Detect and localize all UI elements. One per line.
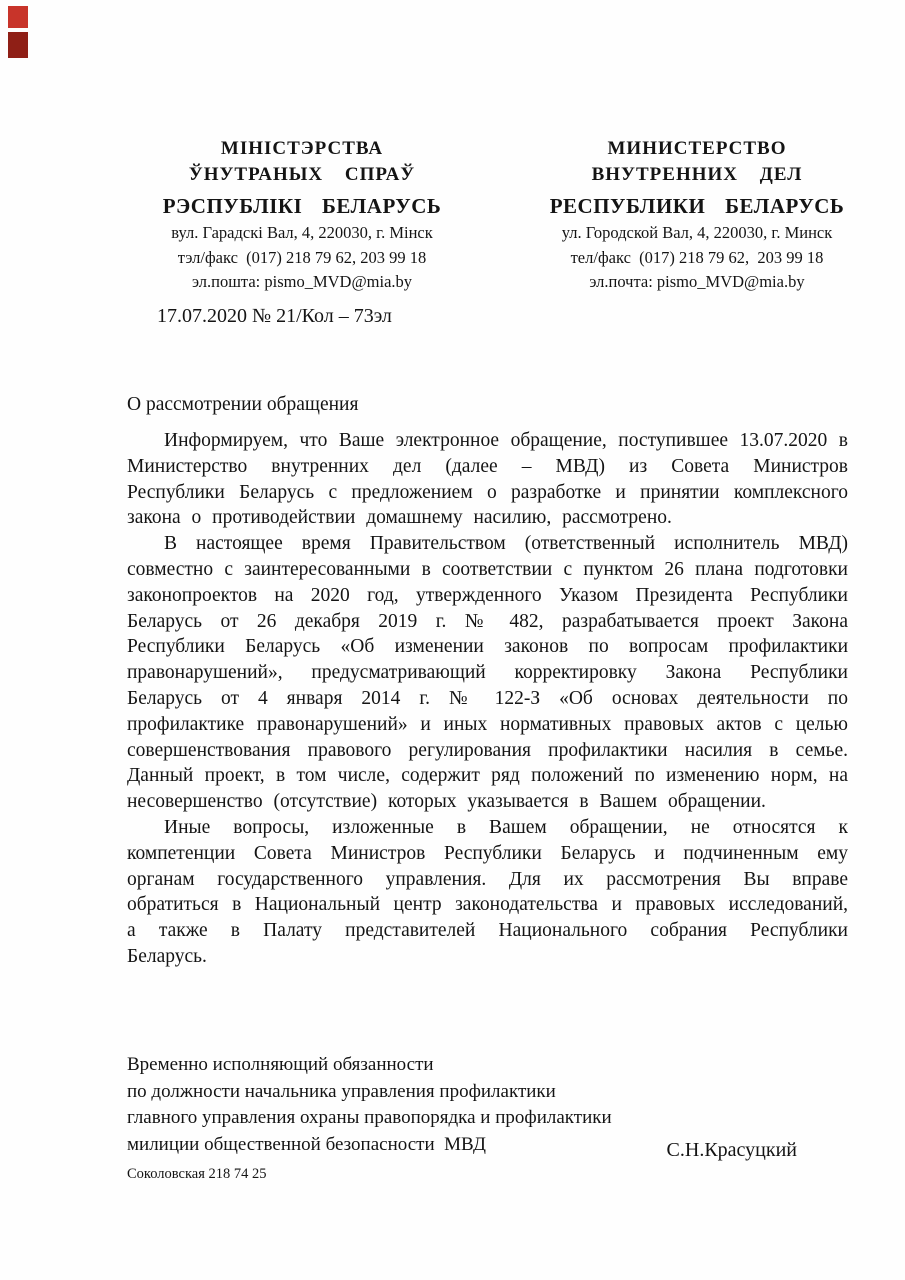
scan-artifact-bottom [8, 32, 28, 58]
org-email-ru: эл.почта: pismo_MVD@mia.by [589, 272, 805, 291]
body-paragraph-1: Информируем, что Ваше электронное обращение, поступившее 13.07.2020 в Министерство внутренних дел (далее – МВД) из Совета Министров Республики Беларусь с предложением о разработке и принятии комплексного закона о противодействии домашнему насилию, рассмотрено. [127, 430, 848, 529]
signatory-position-line1: Временно исполняющий обязанности [127, 1054, 434, 1075]
letterhead-belarusian [127, 136, 477, 295]
executor-line: Соколовская 218 74 25 [127, 1166, 267, 1182]
letter-body [127, 428, 848, 970]
org-email-by: эл.пошта: pismo_MVD@mia.by [191, 272, 413, 291]
letterhead [127, 136, 872, 295]
signatory-position-line3: главного управления охраны правопорядка и профилактики [127, 1107, 612, 1128]
body-paragraph-2: В настоящее время Правительством (ответственный исполнитель МВД) совместно с заинтересованными в соответствии с пунктом 26 плана подготовки законопроектов на 2020 год, утвержденного Указом Президента Республики Беларусь от 26 декабря 2019 г. № 482, разрабатывается проект Закона Республики Беларусь «Об изменении законов по вопросам профилактики правонарушений», предусматривающий корректировку Закона Республики Беларусь от 4 января 2014 г. № 122-З «Об основах деятельности по профилактике правонарушений» и иных нормативных правовых актов с целью совершенствования правового регулирования профилактики насилия в семье. Данный проект, в том числе, содержит ряд положений по изменению норм, на несовершенство (отсутствие) которых указывается в Вашем обращении. [127, 533, 848, 813]
letterhead-russian [522, 136, 872, 295]
reference-date-number: 17.07.2020 № 21/Кол – 73эл [157, 305, 392, 327]
signatory-position-line2: по должности начальника управления профилактики [127, 1080, 556, 1102]
org-name-line2-by: ЎНУТРАНЫХ СПРАЎ [188, 164, 416, 185]
scan-artifact-top [8, 6, 28, 28]
org-name-line3-by: РЭСПУБЛІКІ БЕЛАРУСЬ [162, 194, 442, 218]
org-phone-by: тэл/факс (017) 218 79 62, 203 99 18 [177, 247, 427, 267]
org-name-line1-ru: МИНИСТЕРСТВО [607, 138, 787, 159]
org-name-line1-by: МІНІСТЭРСТВА [220, 138, 384, 159]
body-paragraph-3: Иные вопросы, изложенные в Вашем обращении, не относятся к компетенции Совета Министров Республики Беларусь и подчиненным ему органам государственного управления. Для их рассмотрения Вы вправе обратиться в Национальный центр законодательства и правовых исследований, а также в Палату представителей Национального собрания Республики Беларусь. [127, 816, 848, 967]
org-phone-ru: тел/факс (017) 218 79 62, 203 99 18 [570, 247, 824, 267]
subject-line: О рассмотрении обращения [127, 394, 359, 415]
org-name-line3-ru: РЕСПУБЛИКИ БЕЛАРУСЬ [549, 194, 845, 218]
signatory-name: С.Н.Красуцкий [666, 1139, 797, 1161]
org-name-line2-ru: ВНУТРЕННИХ ДЕЛ [591, 164, 803, 185]
org-address-ru: ул. Городской Вал, 4, 220030, г. Минск [561, 223, 833, 242]
org-address-by: вул. Гарадскі Вал, 4, 220030, г. Мінск [171, 223, 433, 242]
signatory-position-line4: милиции общественной безопасности МВД [127, 1133, 486, 1155]
